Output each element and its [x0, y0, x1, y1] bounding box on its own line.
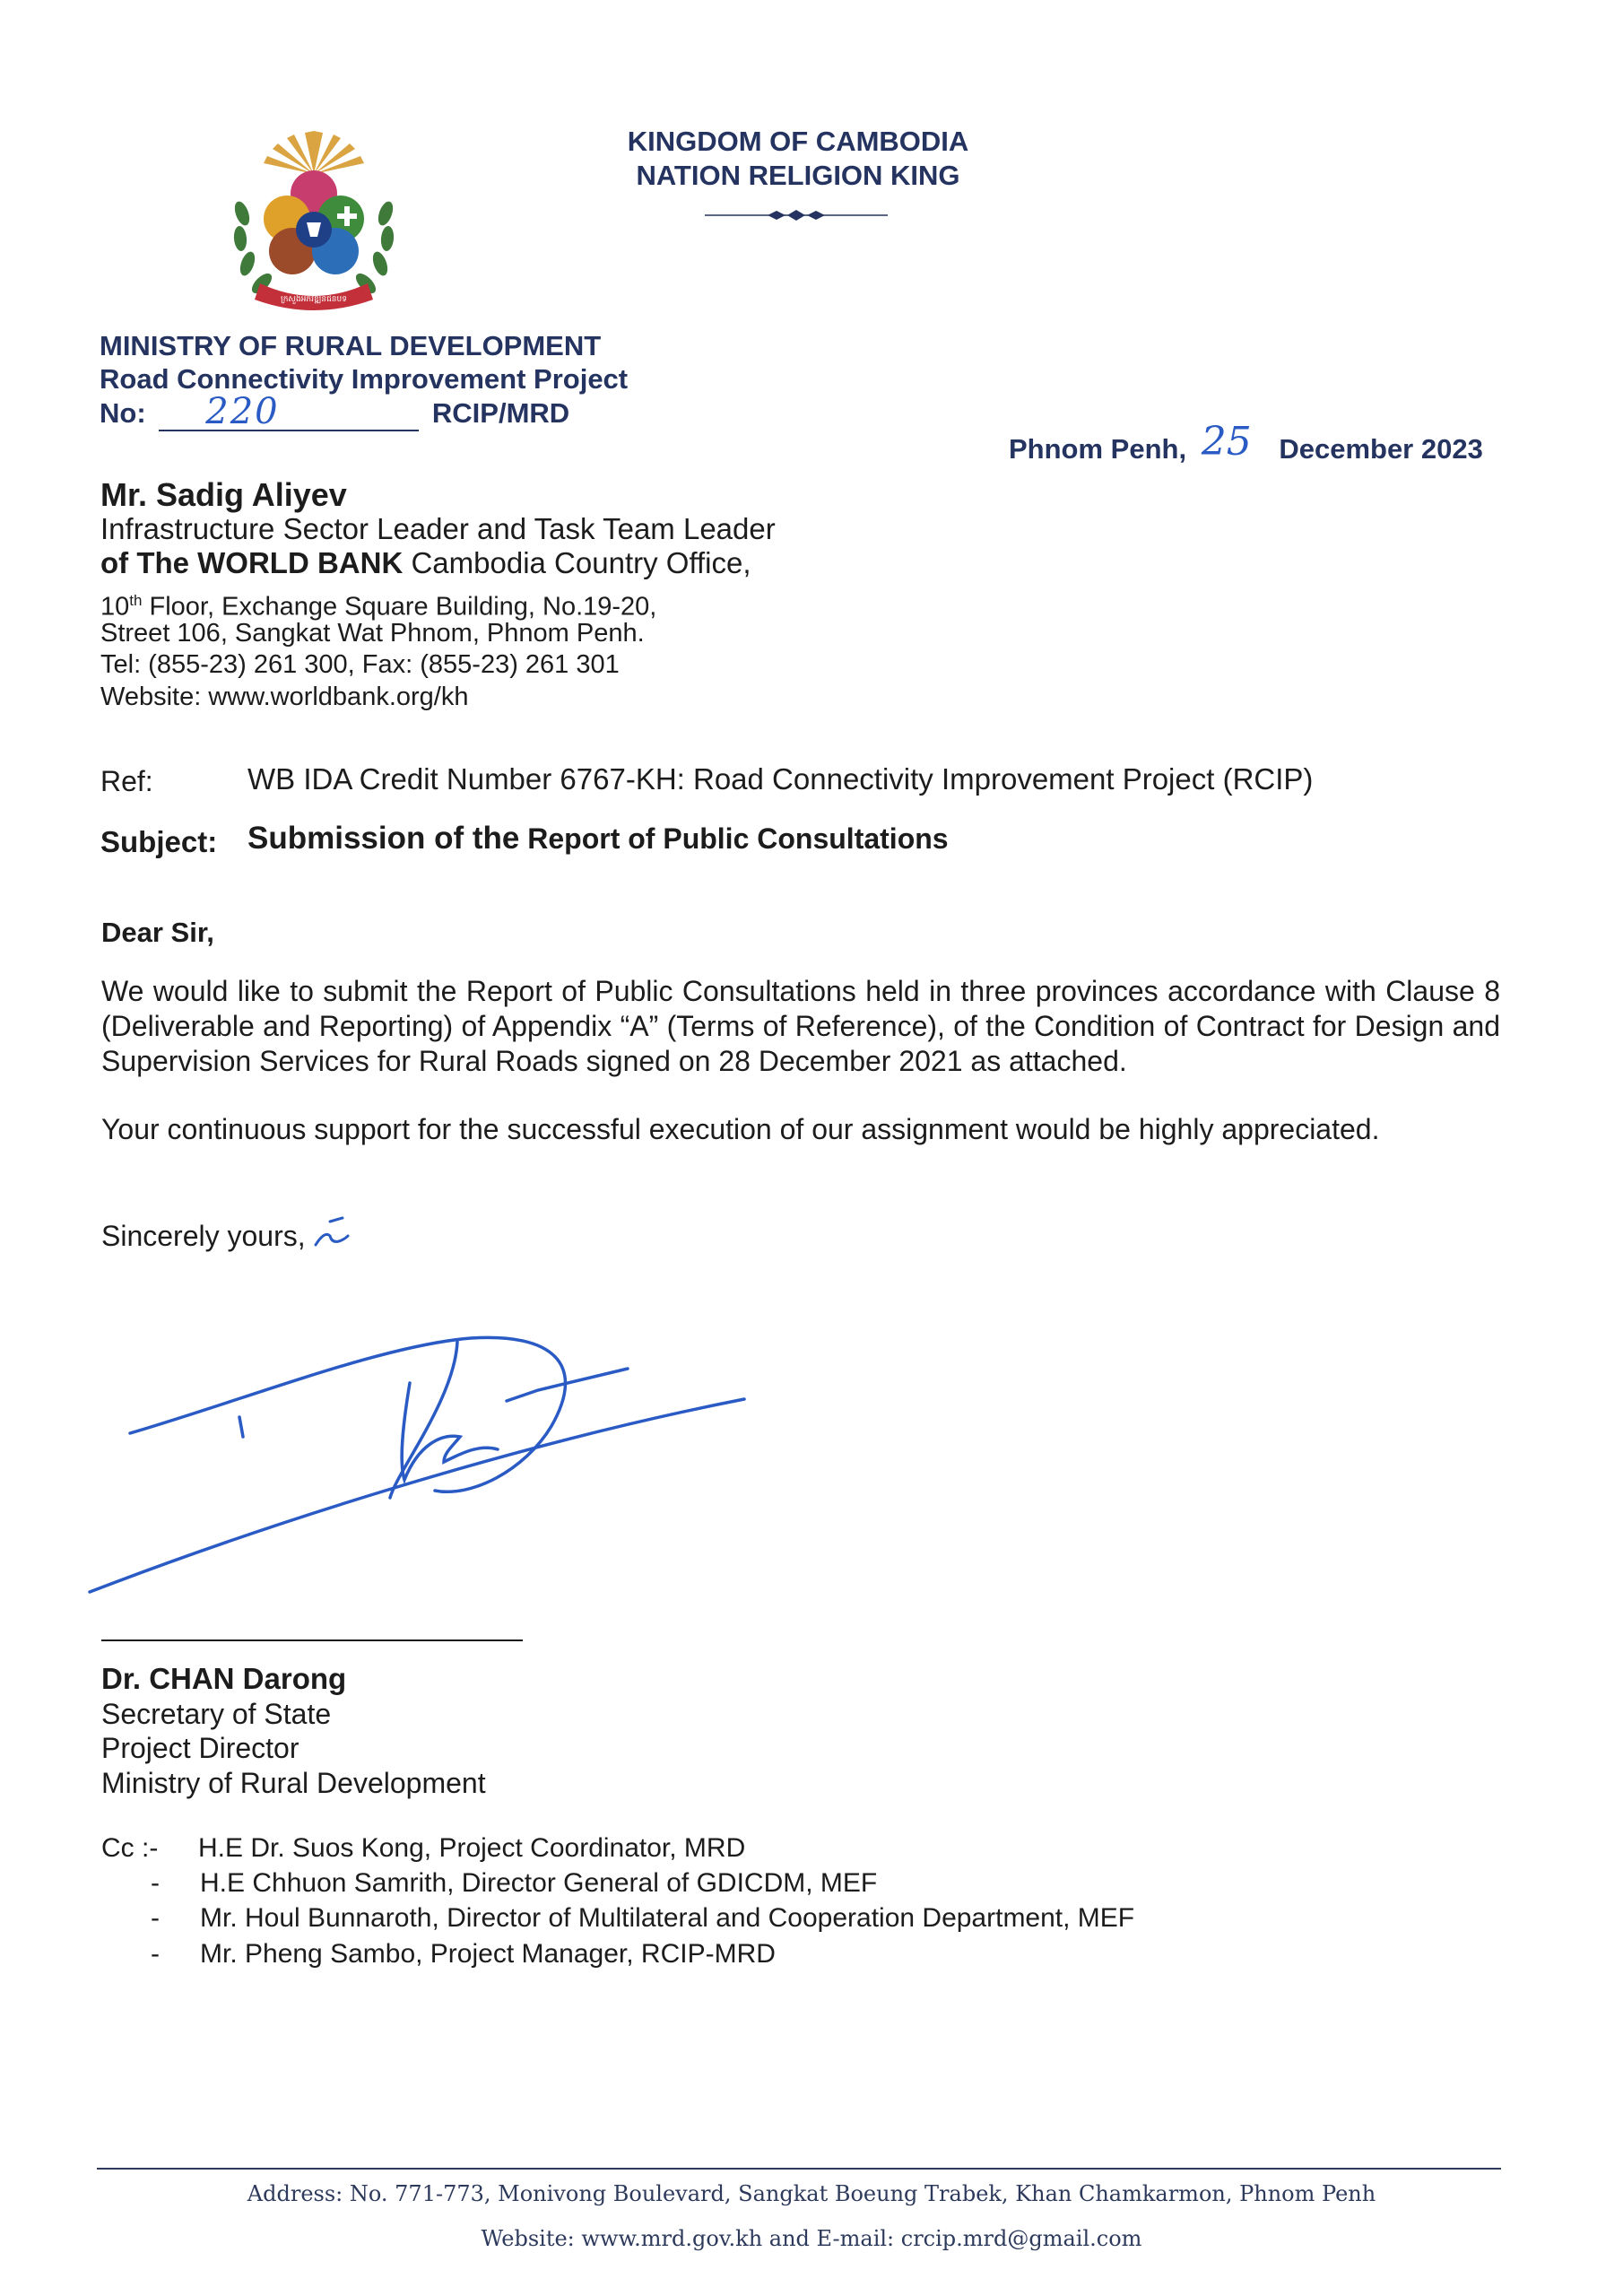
cc-item-2: H.E Chhuon Samrith, Director General of GDICDM, MEF: [200, 1868, 878, 1898]
emblem-ribbon-text: ក្រសួងអភិវឌ្ឍន៍ជនបទ: [281, 295, 347, 304]
footer-contact: Website: www.mrd.gov.kh and E-mail: crcip.mrd@gmail.com: [481, 2226, 1142, 2251]
cc-dash-2: -: [151, 1868, 160, 1898]
recipient-tel-fax: Tel: (855-23) 261 300, Fax: (855-23) 261 301: [100, 650, 620, 679]
cc-item-1: H.E Dr. Suos Kong, Project Coordinator, MRD: [198, 1833, 746, 1863]
date-prefix: Phnom Penh,: [1009, 433, 1187, 465]
ref-text: WB IDA Credit Number 6767-KH: Road Connectivity Improvement Project (RCIP): [247, 762, 1314, 796]
cc-item-4: Mr. Pheng Sambo, Project Manager, RCIP-MRD: [200, 1939, 776, 1969]
salutation: Dear Sir,: [101, 917, 214, 948]
subject-label: Subject:: [100, 825, 218, 858]
subject-text-b: Report of Public Consultations: [519, 822, 949, 855]
footer-rule: [97, 2168, 1501, 2170]
initial-mark-icon: [312, 1214, 352, 1250]
floor-suffix: th: [129, 592, 143, 609]
reference-number: [100, 391, 570, 432]
national-motto: NATION RELIGION KING: [636, 160, 960, 191]
reference-number-field: [159, 391, 419, 432]
body-paragraph-1: We would like to submit the Report of Public Consultations held in three provinces accordance with Clause 8 (Deliverable and Reporting) of Appendix “A” (Terms of Reference), of the Condition of Contract for Design and Supervision Services for Rural Roads signed on 28 December 2021 as attached.: [101, 975, 1500, 1077]
signatory-name: Dr. CHAN Darong: [101, 1662, 347, 1695]
ornament-divider-icon: [705, 208, 888, 222]
reference-number-label: No:: [100, 397, 146, 429]
recipient-title: Infrastructure Sector Leader and Task Team Leader: [100, 512, 776, 545]
handwritten-signature: [85, 1327, 753, 1596]
letter-date: [1009, 419, 1483, 467]
footer-address: Address: No. 771-773, Monivong Boulevard, Sangkat Boeung Trabek, Khan Chamkarmon, Phnom Penh: [247, 2181, 1376, 2206]
reference-number-value: 220: [205, 391, 280, 432]
cc-dash-3: -: [151, 1903, 160, 1933]
floor-number: 10: [100, 592, 130, 622]
subject-text-a: Submission of the: [247, 821, 520, 856]
ref-label: Ref:: [100, 765, 153, 797]
closing-line: [101, 1219, 306, 1254]
signatory-title-2: Project Director: [101, 1732, 299, 1764]
recipient-name: Mr. Sadig Aliyev: [100, 476, 347, 513]
cc-item-3: Mr. Houl Bunnaroth, Director of Multilateral and Cooperation Department, MEF: [200, 1903, 1135, 1933]
signatory-title-1: Secretary of State: [101, 1698, 332, 1730]
ministry-name: MINISTRY OF RURAL DEVELOPMENT: [100, 330, 602, 361]
signature-line: [101, 1639, 523, 1641]
kingdom-title: KINGDOM OF CAMBODIA: [627, 126, 969, 157]
date-month-year: December 2023: [1279, 433, 1483, 465]
date-day: 25: [1201, 419, 1252, 465]
closing-text: Sincerely yours,: [101, 1220, 306, 1252]
ribbon-banner-icon: [255, 283, 373, 310]
cc-dash-4: -: [151, 1939, 160, 1969]
recipient-organization: [100, 545, 751, 580]
subject-text: [247, 820, 949, 864]
project-name: Road Connectivity Improvement Project: [100, 363, 629, 395]
signatory-title-3: Ministry of Rural Development: [101, 1767, 486, 1799]
org-name: WORLD BANK: [197, 546, 404, 579]
reference-number-suffix: RCIP/MRD: [431, 397, 570, 429]
address-line1-text: Floor, Exchange Square Building, No.19-20,: [142, 592, 657, 622]
recipient-website: Website: www.worldbank.org/kh: [100, 683, 469, 711]
org-prefix: of The: [100, 546, 189, 579]
cc-label: Cc :-: [101, 1833, 159, 1863]
body-paragraph-2: Your continuous support for the successful execution of our assignment would be highly appreciated.: [101, 1113, 1380, 1145]
org-suffix: Cambodia Country Office,: [411, 546, 751, 579]
recipient-address-line2: Street 106, Sangkat Wat Phnom, Phnom Penh.: [100, 619, 645, 648]
